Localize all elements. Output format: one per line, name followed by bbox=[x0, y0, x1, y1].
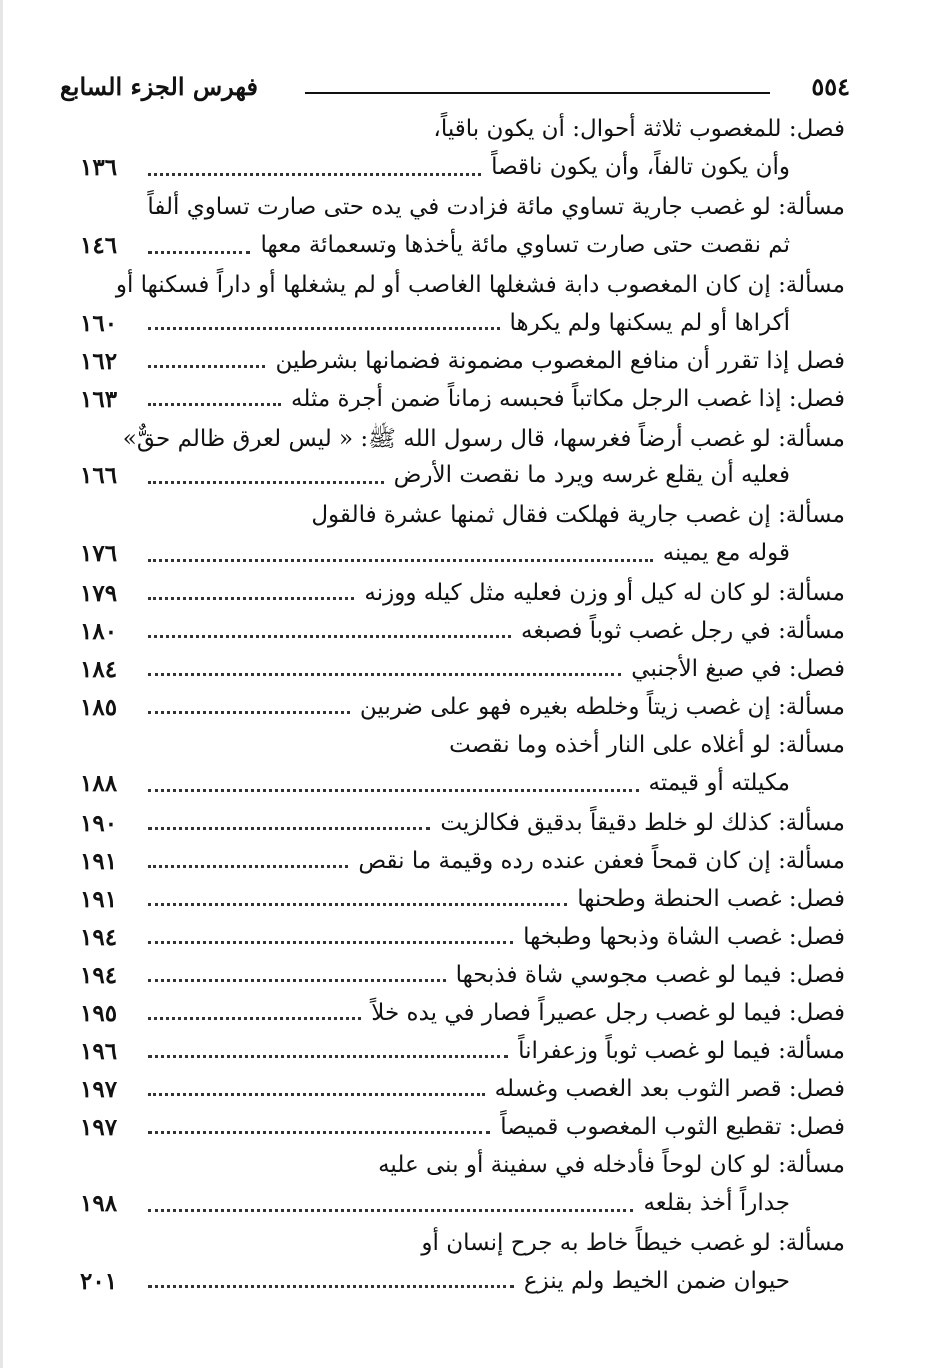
dot-leader bbox=[148, 711, 350, 714]
toc-entry-label: فصل: bbox=[788, 962, 845, 988]
toc-page-number: ١٩٧ bbox=[80, 1076, 118, 1103]
toc-entry-title: لو كان له كيل أو وزن فعليه مثل كيله ووزنه bbox=[364, 580, 771, 606]
toc-page-number: ١٨٥ bbox=[80, 694, 118, 721]
toc-page-number: ١٨٤ bbox=[80, 656, 118, 683]
toc-page-number: ١٩١ bbox=[80, 848, 118, 875]
toc-entry-text bbox=[260, 232, 790, 258]
toc-page-number: ١٩٤ bbox=[80, 924, 118, 951]
dot-leader bbox=[148, 597, 354, 600]
dot-leader bbox=[148, 827, 430, 830]
toc-entry bbox=[0, 1032, 940, 1070]
toc-entry-text bbox=[500, 1114, 845, 1140]
dot-leader bbox=[148, 251, 250, 254]
toc-page-number: ١٤٦ bbox=[80, 232, 118, 259]
toc-entry-title: جداراً أخذ بقلعه bbox=[643, 1190, 790, 1216]
dot-leader bbox=[148, 1017, 361, 1020]
dot-leader bbox=[148, 635, 511, 638]
toc-entry bbox=[0, 612, 940, 650]
toc-entry-label: فصل: bbox=[788, 656, 845, 682]
toc-entry-text bbox=[421, 1230, 845, 1256]
toc-entry-text bbox=[358, 848, 845, 874]
toc-entry-text bbox=[649, 770, 790, 796]
toc-entry-title: فيما لو غصب ثوباً وزعفراناً bbox=[518, 1038, 771, 1064]
toc-entry-title: تقطيع الثوب المغصوب قميصاً bbox=[500, 1114, 782, 1140]
toc-entry-title: ثم نقصت حتى صارت تساوي مائة يأخذها وتسعمائة معها bbox=[260, 232, 790, 258]
dot-leader bbox=[148, 481, 384, 484]
toc-entry-label: مسألة: bbox=[778, 810, 845, 836]
toc-entry-title: لو أغلاه على النار أخذه وما نقصت bbox=[449, 732, 771, 758]
toc-entry bbox=[0, 380, 940, 418]
toc-entry-title: للمغصوب ثلاثة أحوال: أن يكون باقياً، bbox=[433, 116, 782, 142]
toc-entry-label: مسألة: bbox=[778, 502, 845, 528]
toc-entry-label: مسألة: bbox=[778, 1038, 845, 1064]
toc-entry-text bbox=[116, 272, 845, 298]
toc-entry bbox=[0, 1146, 940, 1184]
toc-entry-label: مسألة: bbox=[778, 272, 845, 298]
toc-entry-label: فصل bbox=[796, 348, 845, 374]
toc-entry bbox=[0, 804, 940, 842]
toc-entry-text bbox=[518, 1038, 845, 1064]
running-title: فهرس الجزء السابع bbox=[60, 72, 258, 101]
dot-leader bbox=[148, 979, 446, 982]
toc-entry-title: وأن يكون تالفاً، وأن يكون ناقصاً bbox=[491, 154, 790, 180]
toc-page-number: ١٩٤ bbox=[80, 962, 118, 989]
dot-leader bbox=[148, 365, 265, 368]
toc-page-number: ١٩٠ bbox=[80, 810, 118, 837]
dot-leader bbox=[148, 173, 481, 176]
toc-entry-label: مسألة: bbox=[778, 194, 845, 220]
running-header bbox=[60, 70, 850, 110]
dot-leader bbox=[148, 865, 348, 868]
toc-entry-label: مسألة: bbox=[778, 618, 845, 644]
toc-entry bbox=[0, 266, 940, 304]
dot-leader bbox=[148, 1209, 633, 1212]
toc-entry bbox=[0, 994, 940, 1032]
toc-entry-text bbox=[311, 502, 845, 528]
toc-page-number: ١٩٨ bbox=[80, 1190, 118, 1217]
toc-entry-text bbox=[643, 1190, 790, 1216]
toc-page-number: ١٨٠ bbox=[80, 618, 118, 645]
toc-entry-label: مسألة: bbox=[778, 426, 845, 452]
toc-entry-title: غصب الحنطة وطحنها bbox=[577, 886, 782, 912]
toc-entry-title: حيوان ضمن الخيط ولم ينزع bbox=[523, 1268, 790, 1294]
toc-entry-title: فعليه أن يقلع غرسه ويرد ما نقصت الأرض bbox=[393, 462, 790, 488]
dot-leader bbox=[148, 1093, 485, 1096]
toc-entry-label: فصل: bbox=[788, 886, 845, 912]
toc-entry-text bbox=[433, 116, 845, 142]
toc-entry-text bbox=[360, 694, 845, 720]
dot-leader bbox=[148, 789, 639, 792]
toc-entry bbox=[0, 650, 940, 688]
toc-entry-text bbox=[663, 540, 790, 566]
toc-entry bbox=[0, 418, 940, 456]
toc-entry bbox=[0, 342, 940, 380]
toc-page-number: ١٦٠ bbox=[80, 310, 118, 337]
toc-entry-text bbox=[440, 810, 845, 836]
toc-page-number: ١٦٦ bbox=[80, 462, 118, 489]
toc-page-number: ١٩٥ bbox=[80, 1000, 118, 1027]
toc-entry bbox=[0, 688, 940, 726]
toc-page-number: ١٧٩ bbox=[80, 580, 118, 607]
toc-entry-label: مسألة: bbox=[778, 732, 845, 758]
toc-entry-title: لو غصب جارية تساوي مائة فزادت في يده حتى صارت تساوي ألفاً bbox=[147, 194, 771, 220]
toc-entry-label: فصل: bbox=[788, 1000, 845, 1026]
toc-entry-text bbox=[495, 1076, 845, 1102]
toc-entry bbox=[0, 304, 940, 342]
dot-leader bbox=[148, 673, 621, 676]
toc-entry-label: فصل: bbox=[788, 1076, 845, 1102]
toc-entry-text bbox=[123, 424, 845, 458]
toc-entry bbox=[0, 148, 940, 188]
toc-entry bbox=[0, 918, 940, 956]
toc-page-number: ١٦٢ bbox=[80, 348, 118, 375]
toc-entry-text bbox=[291, 386, 845, 412]
toc-entry bbox=[0, 188, 940, 226]
toc-entry-text bbox=[378, 1152, 845, 1178]
toc-page-number: ١٣٦ bbox=[80, 154, 118, 181]
toc-entry-text bbox=[521, 618, 845, 644]
toc-entry-label: مسألة: bbox=[778, 1152, 845, 1178]
dot-leader bbox=[148, 403, 281, 406]
toc-entry-text bbox=[147, 194, 845, 220]
toc-entry bbox=[0, 1184, 940, 1224]
toc-page-number: ١٦٣ bbox=[80, 386, 118, 413]
toc-entry-title: إن كان المغصوب دابة فشغلها الغاصب أو لم يشغلها أو داراً فسكنها أو bbox=[115, 272, 771, 298]
toc-entry-text bbox=[371, 1000, 845, 1026]
toc-entry-text bbox=[364, 580, 845, 606]
toc-entry-text bbox=[456, 962, 845, 988]
toc-entry-text bbox=[510, 310, 790, 336]
toc-entry-label: مسألة: bbox=[778, 848, 845, 874]
toc-entry-title: لو غصب أرضاً فغرسها، قال رسول الله ﷺ: « ليس لعرق ظالم حقٌّ» bbox=[122, 426, 771, 452]
toc-entry-title: إن كان قمحاً فعفن عنده رده وقيمة ما نقص bbox=[358, 848, 771, 874]
dot-leader bbox=[148, 1055, 508, 1058]
toc-entry bbox=[0, 496, 940, 534]
dot-leader bbox=[148, 903, 567, 906]
dot-leader bbox=[148, 327, 500, 330]
toc-entry-label: فصل: bbox=[788, 1114, 845, 1140]
toc-entry-text bbox=[523, 924, 845, 950]
table-of-contents bbox=[0, 110, 940, 1300]
toc-entry bbox=[0, 1108, 940, 1146]
toc-entry-title: فيما لو غصب رجل عصيراً فصار في يده خلاً bbox=[371, 1000, 782, 1026]
toc-entry-label: مسألة: bbox=[778, 580, 845, 606]
toc-page-number: ١٧٦ bbox=[80, 540, 118, 567]
toc-entry-title: فيما لو غصب مجوسي شاة فذبحها bbox=[455, 962, 782, 988]
toc-entry bbox=[0, 110, 940, 148]
toc-entry bbox=[0, 1224, 940, 1262]
toc-entry bbox=[0, 226, 940, 266]
toc-entry-title: في صبغ الأجنبي bbox=[631, 656, 782, 682]
toc-entry-label: فصل: bbox=[788, 386, 845, 412]
toc-entry-title: إذا غصب الرجل مكاتباً فحبسه زماناً ضمن أجرة مثله bbox=[291, 386, 782, 412]
toc-entry-text bbox=[577, 886, 845, 912]
toc-entry bbox=[0, 842, 940, 880]
toc-entry-title: في رجل غصب ثوباً فصبغه bbox=[521, 618, 771, 644]
toc-entry-title: قوله مع يمينه bbox=[662, 540, 790, 566]
toc-entry-title: لو كان لوحاً فأدخله في سفينة أو بنى عليه bbox=[378, 1152, 771, 1178]
page-number: ٥٥٤ bbox=[811, 72, 850, 101]
toc-entry bbox=[0, 534, 940, 574]
toc-page-number: ١٩٦ bbox=[80, 1038, 118, 1065]
toc-entry-title: كذلك لو خلط دقيقاً بدقيق فكالزيت bbox=[440, 810, 771, 836]
toc-entry-title: قصر الثوب بعد الغصب وغسله bbox=[494, 1076, 782, 1102]
toc-page-number: ١٩١ bbox=[80, 886, 118, 913]
toc-entry-text bbox=[631, 656, 845, 682]
toc-page-number: ٢٠١ bbox=[80, 1268, 118, 1295]
toc-entry-title: إذا تقرر أن منافع المغصوب مضمونة فضمانها بشرطين bbox=[275, 348, 790, 374]
dot-leader bbox=[148, 1131, 490, 1134]
toc-entry-label: فصل: bbox=[788, 116, 845, 142]
toc-entry-text bbox=[275, 348, 845, 374]
toc-entry-title: غصب الشاة وذبحها وطبخها bbox=[523, 924, 782, 950]
toc-entry-title: لو غصب خيطاً خاط به جرح إنسان أو bbox=[421, 1230, 771, 1256]
dot-leader bbox=[148, 941, 513, 944]
dot-leader bbox=[148, 559, 653, 562]
toc-entry bbox=[0, 880, 940, 918]
toc-entry-label: فصل: bbox=[788, 924, 845, 950]
toc-entry bbox=[0, 1070, 940, 1108]
toc-entry-text bbox=[524, 1268, 790, 1294]
toc-entry-title: مكيلته أو قيمته bbox=[648, 770, 790, 796]
toc-entry-title: إن غصب زيتاً وخلطه بغيره فهو على ضربين bbox=[359, 694, 771, 720]
toc-entry-label: مسألة: bbox=[778, 1230, 845, 1256]
dot-leader bbox=[148, 1285, 514, 1288]
toc-entry bbox=[0, 456, 940, 496]
toc-page-number: ١٩٧ bbox=[80, 1114, 118, 1141]
toc-entry-title: أكراها أو لم يسكنها ولم يكرها bbox=[509, 310, 790, 336]
toc-entry bbox=[0, 574, 940, 612]
toc-entry-text bbox=[449, 732, 845, 758]
toc-entry-text bbox=[394, 462, 790, 488]
toc-page-number: ١٨٨ bbox=[80, 770, 118, 797]
toc-entry bbox=[0, 1262, 940, 1300]
toc-entry-label: مسألة: bbox=[778, 694, 845, 720]
toc-entry bbox=[0, 764, 940, 804]
toc-entry-title: إن غصب جارية فهلكت فقال ثمنها عشرة فالقول bbox=[311, 502, 771, 528]
header-rule bbox=[305, 92, 770, 94]
toc-entry-text bbox=[491, 154, 790, 180]
toc-entry bbox=[0, 726, 940, 764]
toc-entry bbox=[0, 956, 940, 994]
